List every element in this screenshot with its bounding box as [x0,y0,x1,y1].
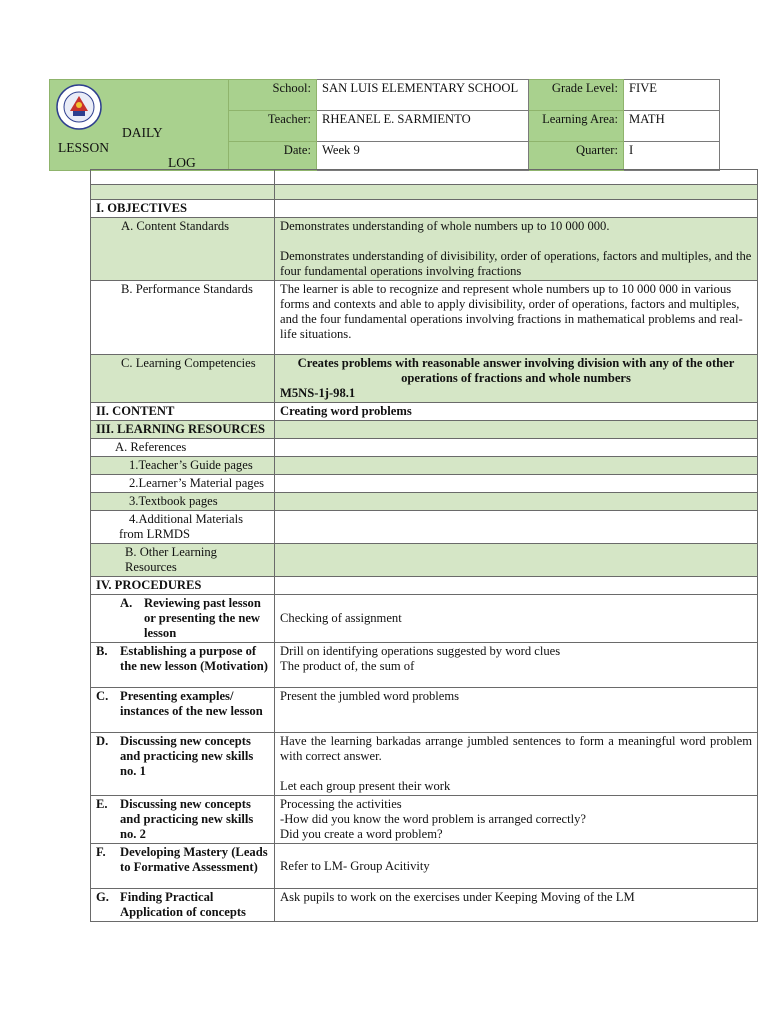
procedure-text: Have the learning barkadas arrange jumbled sentences to form a meaningful word problem with correct answer. Let each group present their work [275,733,758,796]
content-row [91,403,758,421]
procedure-row [91,889,758,922]
content-standards-text: Demonstrates understanding of whole numbers up to 10 000 000. Demonstrates understanding of divisibility, order of operations, factors and multiples, and the four fundamental operations involving fractions [275,218,758,281]
header-table [49,79,720,171]
learning-competencies-label: C. Learning Competencies [91,355,275,403]
quarter-value: I [624,142,720,171]
references-label: A. References [91,439,275,457]
procedure-row [91,796,758,844]
teacher-label: Teacher: [229,111,317,142]
learning-resources-heading: III. LEARNING RESOURCES [91,421,275,439]
procedure-label: Reviewing past lesson or presenting the new lesson [144,596,261,640]
title-line-2: LESSON [58,140,110,155]
procedure-row [91,733,758,796]
content-standards-row [91,218,758,281]
objectives-heading: I. OBJECTIVES [91,200,275,218]
additional-materials-label: 4.Additional Materials from LRMDS [91,511,275,544]
learning-competencies-text: Creates problems with reasonable answer involving division with any of the other operations of fractions and whole numbers M5NS-1j-98.1 [275,355,758,403]
content-value: Creating word problems [275,403,758,421]
title-line-1: DAILY [122,125,163,140]
procedure-letter: D. [96,734,109,748]
references-row [91,439,758,457]
procedure-row [91,595,758,643]
teacher-value: RHEANEL E. SARMIENTO [317,111,529,142]
procedure-row [91,643,758,688]
performance-standards-row [91,281,758,355]
procedure-label: Discussing new concepts and practicing new skills no. 2 [120,797,254,841]
textbook-row [91,493,758,511]
procedure-letter: E. [96,797,108,811]
procedure-label: Establishing a purpose of the new lesson (Motivation) [120,644,268,673]
procedure-letter: F. [96,845,106,859]
lesson-plan-table [90,169,758,922]
school-value: SAN LUIS ELEMENTARY SCHOOL [317,80,529,111]
learning-area-label: Learning Area: [529,111,624,142]
learners-material-row [91,475,758,493]
deped-seal-icon [56,84,102,130]
grade-level-value: FIVE [624,80,720,111]
procedure-label: Developing Mastery (Leads to Formative Assessment) [120,845,268,874]
performance-standards-text: The learner is able to recognize and represent whole numbers up to 10 000 000 in various forms and contexts and able to apply divisibility, order of operations, factors and multiples, and the four fundamental operations involving fractions in mathematical problems and real-life situations. [275,281,758,355]
procedure-label: Presenting examples/ instances of the new lesson [120,689,263,718]
procedure-text: Processing the activities -How did you know the word problem is arranged correctly? Did you create a word problem? [275,796,758,844]
procedure-letter: G. [96,890,109,904]
procedure-text: Drill on identifying operations suggested by word clues The product of, the sum of [275,643,758,688]
procedure-letter: B. [96,644,108,658]
textbook-label: 3.Textbook pages [91,493,275,511]
daily-lesson-log-title [50,80,229,171]
additional-materials-row [91,511,758,544]
procedure-label: Discussing new concepts and practicing new skills no. 1 [120,734,254,778]
learning-resources-row [91,421,758,439]
date-label: Date: [229,142,317,171]
title-line-3: LOG [168,155,196,170]
content-standards-label: A. Content Standards [91,218,275,281]
learning-area-value: MATH [624,111,720,142]
learners-material-label: 2.Learner’s Material pages [91,475,275,493]
other-resources-label: B. Other Learning Resources [91,544,275,577]
objectives-row [91,200,758,218]
procedure-letter: A. [120,596,133,610]
learning-competencies-row [91,355,758,403]
procedure-text: Ask pupils to work on the exercises under Keeping Moving of the LM [275,889,758,922]
procedures-row [91,577,758,595]
procedure-letter: C. [96,689,109,703]
procedure-label: Finding Practical Application of concepts [120,890,246,919]
grade-level-label: Grade Level: [529,80,624,111]
procedures-heading: IV. PROCEDURES [91,577,275,595]
date-value: Week 9 [317,142,529,171]
other-resources-row [91,544,758,577]
school-label: School: [229,80,317,111]
performance-standards-label: B. Performance Standards [91,281,275,355]
teachers-guide-row [91,457,758,475]
procedure-row [91,844,758,889]
procedure-text: Checking of assignment [275,595,758,643]
quarter-label: Quarter: [529,142,624,171]
procedure-text: Present the jumbled word problems [275,688,758,733]
procedure-text: Refer to LM- Group Acitivity [275,844,758,889]
procedure-row [91,688,758,733]
content-heading: II. CONTENT [91,403,275,421]
teachers-guide-label: 1.Teacher’s Guide pages [91,457,275,475]
